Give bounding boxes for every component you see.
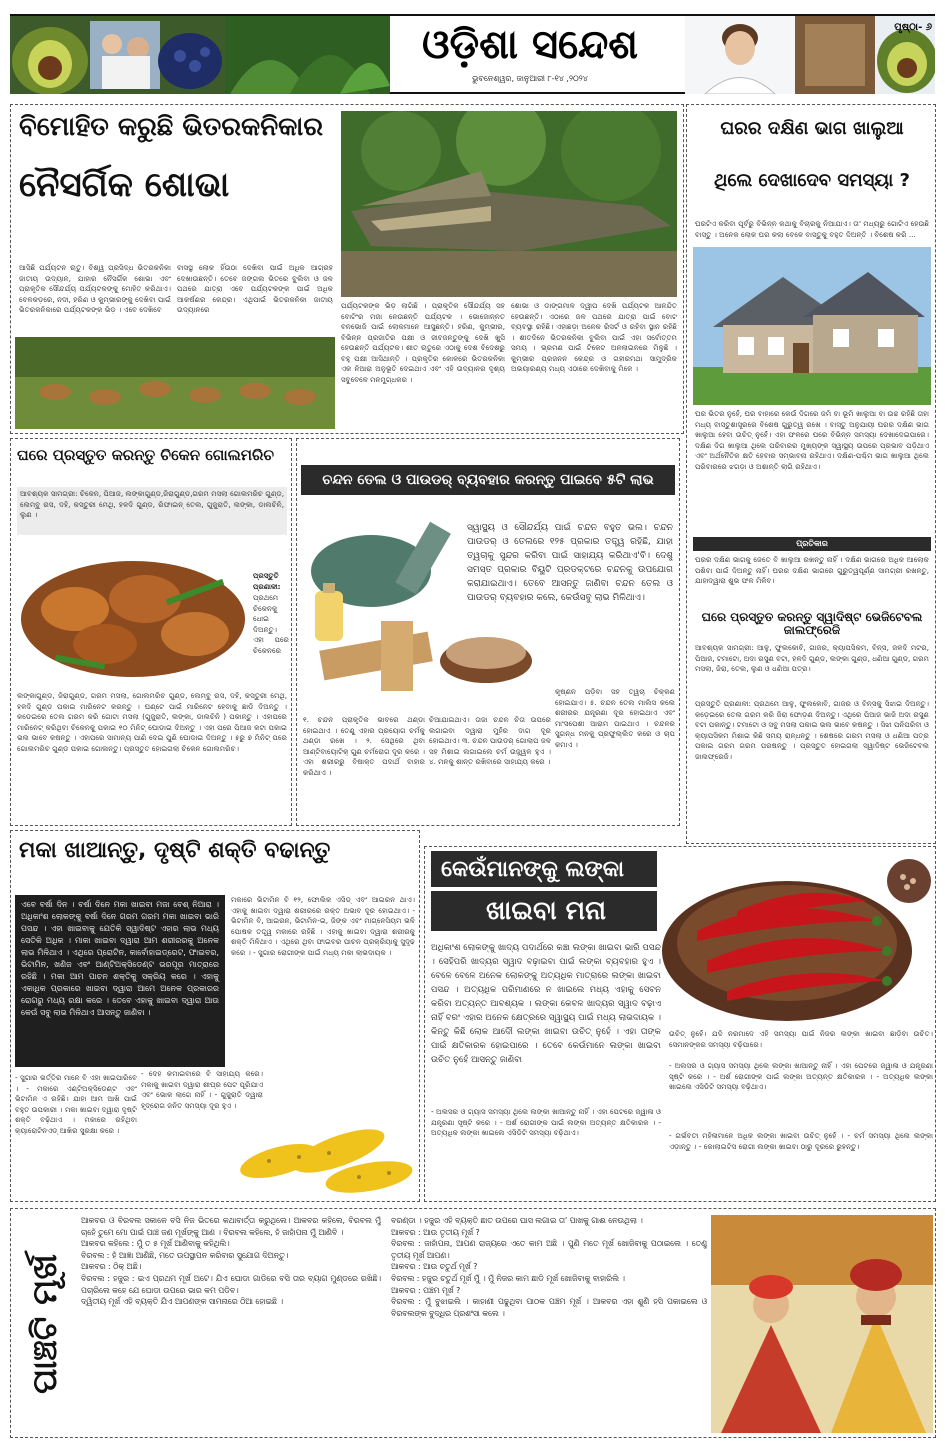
- lanka-headline-2: ଖାଇବା ମନା: [431, 891, 661, 931]
- jalfrezi-ingredients: ଆବଶ୍ୟକ ସାମଗ୍ରୀ: ଆଳୁ, ଫୁଲକୋବି, ଗାଜର, କ୍ୟାପସିକମ, ବିନ୍ସ, ଜଳଦି ମଟର, ପିଆଜ, ଟମାଟୋ, ଅଦା ରସୁଣ ବଟା, ହଳଦି ଗୁଣ୍ଡ, ଲଙ୍କା ଗୁଣ୍ଡ, ଧଣିଆ ଗୁଣ୍ଡ, ଗରମ ମସଲା, ଜିରା, ତେଲ, ଲୁଣ ଓ ଧଣିଆ ପତ୍ର।: [695, 643, 929, 673]
- dakhina-headline-2: ଥିଲେ ଦେଖାଦେବ ସମସ୍ୟା ?: [714, 170, 910, 191]
- chicken-ingredients: ଆବଶ୍ୟକ ସାମଗ୍ରୀ: ଚିକେନ, ପିଆଜ, ଲଙ୍କାଗୁଣ୍ଡ,ଜିରାଗୁଣ୍ଡ,ଗରମ ମସଲା ଗୋଲମରିଚ ଗୁଣ୍ଡ, ଲେମ୍ବୁ ରସ, ଦହି, କସ୍ତୁରୀ ମେଥି, ହଳଦି ଗୁଣ୍ଡ, ରିଫାଇନ୍ ତେଲ, ଗୁଜୁରାତି, ଲଙ୍କା, ଡାଲଚିନି, ଲୁଣ ।: [17, 487, 287, 535]
- chandan-col3: କୃଷ୍ଣନ ପଡ଼ିବା ସହ ତ୍ୱଚା ଚିକ୍କଣ ହୋଇଯାଏ। ୫. ଚନ୍ଦନ ତେଲ ମାଲିସ କଲେ ଶରୀରର ଯନ୍ତ୍ରଣା ଦୂର ହୋଇଥାଏ ଏବଂ ମାଂସପେଶୀ ଆରାମ ପାଇଥାଏ । ଚନ୍ଦନର ସୁଗନ୍ଧ ମନକୁ ପ୍ରଫୁଲ୍ଲିତ କରେ ଓ ଚାପ କମାଏ ।: [555, 687, 675, 749]
- bhitarakanika-col3: ପର୍ଯ୍ୟଟକଙ୍କ ଭିଡ଼ ଲାଗିଛି । ପ୍ରାକୃତିକ ସୌନ୍ଦର୍ଯ୍ୟ ସହ ବୋଟିଂର ମଜା ନେଉଛନ୍ତି ପର୍ଯ୍ୟଟକ । ଭୋଜୋନ୍ନତ ବନଭୋଜି ପାଇଁ ଲୋକମାନେ ଆସୁଛନ୍ତି। ହରିଣ, କୁମ୍ଭୀର, ବିଭିନ୍ନ ପ୍ରଜାତିର ପକ୍ଷୀ ଓ ଜୀବଜନ୍ତୁଙ୍କୁ ଦେଖି ଖୁସି ହେଉଛନ୍ତି ପର୍ଯ୍ୟଟକ। ଶୀତ ଋତୁରେ ଏଠାକୁ ଦେଶ ବିଦେଶରୁ ବହୁ ପକ୍ଷୀ ଆସିଥାନ୍ତି । ପ୍ରକୃତିର କୋଳରେ ଭିତରକନିକା ଏକ ନିଆରା ଅନୁଭୂତି ଦେଇଥାଏ ଏବଂ ଏହି ଉଦ୍ୟାନର ଦୃଶ୍ୟ ସବୁବେଳେ ମନମୁଗ୍ଧକର ।: [341, 301, 505, 384]
- maka-article: [10, 830, 420, 1202]
- masthead-dateline: ଭୁବନେଶ୍ୱର, ଜାନୁଆରୀ ୮-୧୪ ,୨୦୨୪: [472, 74, 588, 83]
- maka-lead: ଏବେ ବର୍ଷା ଦିନ । ବର୍ଷା ଦିନେ ମକା ଖାଇବା ମଜା ବେଶ୍ ନିଆରା । ଅଧିକାଂଶ ଲୋକଙ୍କୁ ବର୍ଷା ଦିନେ ଗରମ ଗରମ ମକା ଖାଇବା ଭାରି ପସନ୍ଦ । ଏହା ଖାଇବାକୁ ଯେତିକି ସ୍ୱାଦିଷ୍ଟ ଏହାର ଲାଭ ମଧ୍ୟ ସେତିକି ଅଧିକ । ମାକା ଖାଇବା ଦ୍ୱାରା ଆମ ଶରୀରରକୁ ଅନେକ ଲାଭ ମିଳିଥାଏ । ଏଥିରେ ପ୍ରୋଟିନ, କାର୍ବୋହାଇଡ୍ରେଟ, ଫାଇବର, ଭିଟାମିନ, ଖଣିଜ ଏବଂ ଆଣ୍ଟିଅକ୍ସିଡେଣ୍ଟ ଭରପୂର ମାତ୍ରାରେ ରହିଛି । ମକା ଆମ ପାଚନ ଶକ୍ତିକୁ ସକ୍ରିୟ କରେ । ଏହାକୁ ଏକାଧିକ ପ୍ରକାରେ ଖାଇବା ଦ୍ୱାରା ଆମେ ଅନେକ ପ୍ରକାରର ରୋଗରୁ ମଧ୍ୟ ରକ୍ଷା କରେ । ତେବେ ଏହାକୁ ଖାଇବା ଦ୍ୱାରା ଆଉ କେଉଁ ସବୁ ଲାଭ ମିଳିଥାଏ ଆସନ୍ତୁ ଜାଣିବା ।: [15, 895, 225, 1067]
- bhitarakanika-col1: ଆସିଛି ପର୍ଯ୍ୟଟନ ଋତୁ। ବିଶ୍ୱ ପ୍ରସିଦ୍ଧ ଭିତରକନିକା ଜାତୀୟ ଉଦ୍ୟାନ, ଯାହାର ନୈସର୍ଗିକ ଶୋଭା ଏବଂ ପ୍ରାକୃତିକ ସୌନ୍ଦର୍ଯ୍ୟ ପର୍ଯ୍ୟଟକଙ୍କୁ ମୋହିତ କରିଥାଏ। ବେଳକଡ଼ରେ, ନଦୀ, ହରିଣ ଓ କୁମ୍ଭୀରଙ୍କୁ ଦେଖିବା ପାଇଁ ଭିତରକନିକାରେ ପର୍ଯ୍ୟଟକଙ୍କ ଭିଡ଼ । ଏବେ ଦେଖିବେ: [19, 263, 171, 314]
- maka-col2: ମକାରେ ଭିଟାମିନ ବି ୧୨, ଫୋଲିକ ଏସିଡ୍ ଏବଂ ଆଇରନ ଥାଏ। ଏହାକୁ ଖାଇବା ଦ୍ୱାରା ଶରୀରରେ ରକ୍ତ ଅଭାବ ଦୂର ହୋଇଥାଏ। - ଭିଟାମିନ ବି, ଆଇରନ, ଭିଟାମିନ-ଇ, ଜିଙ୍କ ଏବଂ ମାଗ୍ନେସିୟମ ଭଳି ପୋଷକ ତତ୍ତ୍ୱ ମକାରେ ରହିଛି । ଏହାକୁ ଖାଇବା ଦ୍ୱାରା ଶରୀରକୁ ଶକ୍ତି ମିଳିଥାଏ । ଏଥିରେ ଥିବା ଫାଇବର ପାଚନ ପ୍ରକ୍ରିୟାକୁ ସୁଦୃଢ କରେ । - ସୁଗାର ରୋଗୀଙ୍କ ପାଇଁ ମଧ୍ୟ ମକା ଲାଭଦାୟକ ।: [231, 895, 415, 957]
- story-article: [10, 1208, 936, 1438]
- lanka-side: ଉଚିତ୍ ନୁହେଁ। ଯଦି ନରମାଦେ ଏହି ସମସ୍ୟା ପାଇଁ ନିଜର ଲଙ୍କା ଖାଇବା ଛାଡ଼ିବା ଉଚିତ। ସେମାନଙ୍କର ସମସ୍ୟା ବଢ଼ିପାରେ।: [669, 1029, 933, 1049]
- bhitarakanika-headline-2: ନୈସର୍ଗିକ ଶୋଭା: [19, 165, 230, 205]
- dakhina-body: ଘର ଭିତର ନୁହେଁ, ଘର ବାହାରେ କେଉଁ ଦିଗରେ ଜମି ବା ଭୂମି ଖାଲୁଆ ବା ଉଚ୍ଚ ରହିଛି ତାହା ମଧ୍ୟ ବାସ୍ତୁଶାସ୍ତ୍ରରେ ବିଶେଷ ଗୁରୁତ୍ୱ ରଖେ । ବାସ୍ତୁ ଅନୁଯାୟୀ ଘରର ଦକ୍ଷିଣ ଭାଗ ଖାଲୁଆ ହେବା ଉଚିତ୍ ନୁହେଁ। ଏହା ଫଳରେ ଘରେ ବିଭିନ୍ନ ସମସ୍ୟା ଦେଖାଦେଇପାରେ। ଦକ୍ଷିଣ ଦିଗ ଖାଲୁଆ ଥିଲେ ପରିବାରର ମୁଖ୍ୟଙ୍କ ସ୍ୱାସ୍ଥ୍ୟ ଉପରେ ପ୍ରଭାବ ପଡ଼ିଥାଏ ଏବଂ ଅର୍ଥନୈତିକ କ୍ଷତି ହେବାର ସମ୍ଭାବନା ରହିଥାଏ। ଦକ୍ଷିଣ-ପଶ୍ଚିମ ଭାଗ ଖାଲୁଆ ଥିଲେ ପରିବାରରେ ଝଗଡ଼ା ଓ ଅଶାନ୍ତି ଲାଗି ରହିଥାଏ।: [695, 409, 929, 471]
- jalfrezi-headline: ଘରେ ପ୍ରସ୍ତୁତ କରନ୍ତୁ ସ୍ୱାଦିଷ୍ଟ ଭେଜିଟେବଲ ଜାଲଫ୍ରେଜି: [701, 610, 923, 638]
- crocodile-photo: [341, 111, 677, 297]
- chicken-headline: ଘରେ ପ୍ରସ୍ତୁତ କରନ୍ତୁ ଚିକେନ ଗୋଲମରିଚ: [17, 446, 275, 464]
- chicken-method-side: ପ୍ରଥମେ ଚିକେନକୁ ଧୋଇ ଦିଅନ୍ତୁ। ଏହା ପରେ ଚିକେନରେ: [253, 593, 289, 655]
- chandan-col2: ଚିଆଯାଇଥାଏ। ତାଜା ଚନ୍ଦନ ଚିତା ଉପରେ ଲଗାଇବା ଦ୍ୱାରା ମୁହଁର ଦାଗ ଦୂର ହୋଇଥାଏ। ୩. ଚନ୍ଦନ ପାଉଡର୍ ଗୋଲାପ ଜଳ ସହ ମିଶାଇ ଲଗାଇଲେ ଚର୍ମ ଉଜ୍ଜ୍ୱଳ ହୁଏ । ୪. ମନକୁ ଶାନ୍ତ ରଖିବାରେ ସାହାଯ୍ୟ କରେ ।: [429, 715, 551, 766]
- lanka-bottom1: - ଅଲସର ଓ ଗ୍ୟାସ ସମସ୍ୟା ଥିଲେ ଲଙ୍କା ଖାଆନ୍ତୁ ନାହିଁ । ଏହା ପେଟରେ ଜ୍ୱାଳା ଓ ଯନ୍ତ୍ରଣା ସୃଷ୍ଟି କରେ । - ଅର୍ଶ ରୋଗୀଙ୍କ ପାଇଁ ଲଙ୍କା ଅତ୍ୟନ୍ତ କ୍ଷତିକାରକ । - ଅତ୍ୟଧିକ ଲଙ୍କା ଖାଇଲେ ଏସିଡିଟି ସମସ୍ୟା ବଢ଼ିଥାଏ।: [669, 1061, 933, 1091]
- lanka-bottom2: - ଗର୍ଭବତୀ ମହିଳାମାନେ ଅଧିକ ଲଙ୍କା ଖାଇବା ଉଚିତ୍ ନୁହେଁ । - ଚର୍ମ ସମସ୍ୟା ଥିଲେ ଲଙ୍କା ଏଡ଼ାନ୍ତୁ । - କୋଲାଇଟିସ ରୋଗୀ ଲଙ୍କା ଖାଇବା ଠାରୁ ଦୂରରେ ରୁହନ୍ତୁ।: [669, 1131, 933, 1151]
- masthead: [10, 14, 935, 94]
- chicken-method: ଲଙ୍କାଗୁଣ୍ଡ, ଜିରାଗୁଣ୍ଡ, ଗରମ ମସଲା, ଗୋଲମରିଚ ଗୁଣ୍ଡ, ଲେମ୍ବୁ ରସ, ଦହି, କସ୍ତୁରୀ ମେଥି, ହଳଦି ଗୁଣ୍ଡ ପକାଇ ମାରିନେଟ କରନ୍ତୁ । ଘଣ୍ଟେ ପାଇଁ ମାରିନେଟ ହେବାକୁ ଛାଡି ଦିଅନ୍ତୁ । କଡେଇରେ ତେଲ ଗରମ କରି ଗୋଟା ମସଲା (ଗୁଜୁରାତି, ଲଙ୍କା, ଡାଲଚିନି ) ପକାନ୍ତୁ । ଏହାପରେ ମାରିନେଟ୍ କରିଥିବା ଚିକେନକୁ ପକାଇ ୧୦ ମିନିଟ୍ ଘୋଡାଇ ଦିଅନ୍ତୁ । ଏହା ପରେ ପିଆଜ କଟା ପକାଇ ଭଲ ଭାବେ କଷନ୍ତୁ । ଏହାପରେ ସାମାନ୍ୟ ପାଣି ଦେଇ ପୁଣି ଘୋଡାଇ ଦିଅନ୍ତୁ । ୫ରୁ ୭ ମିନିଟ୍ ପରେ ଗୋଲମରିଚ ଗୁଣ୍ଡ ପକାଇ ଗୋଳାନ୍ତୁ। ପ୍ରସ୍ତୁତ ହୋଇଗଲା ଚିକେନ ଗୋଲମରିଚ।: [17, 691, 287, 753]
- masthead-left-collage: [10, 16, 390, 94]
- maka-col1b: - ସୁଗାର ଭର୍ତ୍ତିର ମାନେ ବି ଏହା ଖାଇପାରିବେ । - ମକାରେ ଏଣ୍ଟିଅକ୍ସିଡେଣ୍ଟ ଏବଂ ଭିଟାମିନ ଏ ରହିଛି। ଯାହା ଆମ ଆଖି ପାଇଁ ବହୁତ ଉପକାରୀ । ମକା ଖାଇବା ଦ୍ୱାରା ଦୃଷ୍ଟି ଶକ୍ତି ବଢ଼ିଥାଏ । ମକାରେ ରହିଥିବା କ୍ୟାରୋଟିନଏଡ୍ ଆଖିର ସୁରକ୍ଷା କରେ ।: [15, 1073, 137, 1135]
- chicken-photo: [15, 539, 251, 687]
- chandan-article: [296, 438, 680, 826]
- remedy-label: ପ୍ରତିକାର: [693, 537, 931, 551]
- dakhina-remedy: ଘରର ଦକ୍ଷିଣ ଭାଗକୁ ଜେତେ ବି ଖାଲୁଆ ରଖନ୍ତୁ ନାହିଁ । ଦକ୍ଷିଣ ଭାଗରେ ଅଧିକ ଆଲୋକ ପଶିବା ପାଇଁ ଦିଅନ୍ତୁ ନାହିଁ। ଘରର ଦକ୍ଷିଣ ଭାଗରେ ଗୁରୁତ୍ୱପୂର୍ଣ୍ଣ ସାମଗ୍ରୀ ରଖନ୍ତୁ, ଯାହାଦ୍ୱାରା ଶୁଭ ଫଳ ମିଳିବ।: [695, 555, 929, 585]
- masthead-title: ଓଡ଼ିଶା ସନ୍ଦେଶ: [421, 21, 639, 68]
- bhitarakanika-col2: ବାସସ୍ଥ ଲୋକ ହିଁଉଠା ଦେଖିବା ପାଇଁ ଅଧିକ ଆଗ୍ରହ ଦେଖାଉଛନ୍ତି। ତେବେ ଜଙ୍ଗଲ ଭିତରେ ବୁଲିବା ଓ ଜଳ ପଥରେ ଯାତ୍ରା ଏବେ ପର୍ଯ୍ୟଟକଙ୍କ ପାଇଁ ଅଧିକ ଆକର୍ଷଣର କେନ୍ଦ୍ର। ଏଥିପାଇଁ ଭିତରକନିକା ଜାତୀୟ ଉଦ୍ୟାନରେ: [177, 263, 333, 314]
- bhitarakanika-headline-1: ବିମୋହିତ କରୁଛି ଭିତରକନିକାର: [19, 112, 324, 142]
- jalfrezi-method: ପ୍ରସ୍ତୁତି ପ୍ରଣାଳୀ: ପ୍ରଥମେ ଆଳୁ, ଫୁଲକୋବି, ଗାଜର ଓ ବିନ୍ସକୁ ସିଝାଇ ଦିଅନ୍ତୁ। କଡ଼େଇରେ ତେଲ ଗରମ କରି ଜିରା ଫୋଡ଼ଣ ଦିଅନ୍ତୁ। ଏଥିରେ ପିଆଜ ଭାଜି ଅଦା ରସୁଣ ବଟା ପକାନ୍ତୁ। ଟମାଟୋ ଓ ସବୁ ମସଲା ପକାଇ ଭଲ ଭାବେ କଷନ୍ତୁ । ସିଝା ପନିପରିବା ଓ କ୍ୟାପସିକମ ମିଶାଇ କିଛି ସମୟ ରାନ୍ଧନ୍ତୁ । ଶେଷରେ ଗରମ ମସଲା ଓ ଧଣିଆ ପତ୍ର ପକାଇ ଗରମ ଗରମ ପରଷନ୍ତୁ । ପ୍ରସ୍ତୁତ ହୋଇଗଲା ସ୍ୱାଦିଷ୍ଟ ଭେଜିଟେବଲ ଜାଲଫ୍ରେଜି।: [695, 699, 929, 761]
- chicken-method-label: ପ୍ରସ୍ତୁତି ପ୍ରଣାଳୀ:: [253, 571, 281, 591]
- bhitarakanika-article: [10, 104, 684, 434]
- corn-photo: [239, 1111, 415, 1199]
- chicken-article: [10, 438, 292, 826]
- lanka-lead: ଅଧିକାଂଶ ଲୋକଙ୍କୁ ଖାଦ୍ୟ ପଦାର୍ଥରେ କଞ୍ଚା ଲଙ୍କା ଖାଇବା ଭାରି ପସନ୍ଦ । ସେହିପରି ଖାଦ୍ୟର ସ୍ୱାଦ ବଢ଼ାଇବା ପାଇଁ ଲଙ୍କା ବ୍ୟବହାର ହୁଏ । ବେଳେ ବେଳେ ଅନେକ ଲୋକଙ୍କୁ ଅତ୍ୟଧିକ ମାତ୍ରାରେ ଲଙ୍କା ଖାଇବା ପସନ୍ଦ । ଅତ୍ୟଧିକ ପରିମାଣରେ ନ ଖାଇଲେ ମଧ୍ୟ ଏହାକୁ ସେବନ କରିବା ଅତ୍ୟନ୍ତ ଆବଶ୍ୟକ । ଲଙ୍କା କେବଳ ଖାଦ୍ୟର ସ୍ୱାଦ ବଢ଼ାଏ ନାହିଁ ବରଂ ଏହାର ଅନେକ କ୍ଷେତ୍ରରେ ସ୍ୱାସ୍ଥ୍ୟ ପାଇଁ ମଧ୍ୟ ଲାଭଦାୟକ । କିନ୍ତୁ କିଛି ଲୋକ ଆଦୌ ଲଙ୍କା ଖାଇବା ଉଚିତ୍ ନୁହେଁ । ଏହା ତାଙ୍କ ପାଇଁ କ୍ଷତିକାରକ ହୋଇପାରେ । ତେବେ କେଉଁମାନେ ଲଙ୍କା ଖାଇବା ଉଚିତ ନୁହେଁ ଆସନ୍ତୁ ଜାଣିବା: [431, 943, 661, 1065]
- lanka-article: [424, 846, 936, 1202]
- page-number: ପୃଷ୍ଠା- ୬: [894, 22, 932, 33]
- chandan-intro: ସ୍ୱାସ୍ଥ୍ୟ ଓ ସୌନ୍ଦର୍ଯ୍ୟ ପାଇଁ ଚନ୍ଦନ ବହୁତ ଭଲ। ଚନ୍ଦନ ପାଉଡର୍ ଓ ତେଲରେ ୧୨୫ ପ୍ରକାର ତତ୍ତ୍ୱ ରହିଛି, ଯାହା ତ୍ୱଚାକୁ ସୁନ୍ଦର କରିବା ପାଇଁ ସାହାଯ୍ୟ କରିଥାଏ'ବି। ଦେଶୁ ସମସ୍ତ ପ୍ରକାର ବିୟୁଟି ପ୍ରଡକ୍ଟରେ ଚନ୍ଦନକୁ ଉପଯୋଗ କରାଯାଇଥାଏ। ତେବେ ଆସନ୍ତୁ ଜାଣିବା ଚନ୍ଦନ ତେଲ ଓ ପାଉଡର୍ ବ୍ୟବହାର କଲେ, କେଉଁସବୁ ଲାଭ ମିଳିଥାଏ।: [467, 523, 673, 603]
- story-col1: ଆକବର ଓ ବିରବଲ ସକାଳେ ବସି ନିଜ ଭିତରେ କଥାବାର୍ତ୍ତା କରୁଥିଲେ। ଆକବର କହିଲେ, ବିରବଲ ମୁଁ ଚାହେଁ ତୁମେ ମୋ ପାଇଁ ପାଞ୍ଚ ଜଣ ମୂର୍ଖଙ୍କୁ ଆଣ । ବିରବଲ କହିଲେ, ହଁ ଜାହାଁପନା ମୁଁ ଆଣିବି । ଆକବର କହିଲେ : ମୁଁ ତ ୫ ମୂର୍ଖ ଆଣିବାକୁ କହିଥିଲି। ବିରବଲ : ହଁ ଆଜ୍ଞା ଆଣିଛି, ମତେ ଉପସ୍ଥାପନ କରିବାର ସୁଯୋଗ ଦିଅନ୍ତୁ। ଆକବର : ଠିକ୍ ଅଛି। ବିରବଲ : ହଜୁର : ଇଏ ପ୍ରଥମ ମୂର୍ଖ ଅଟେ। ଯିଏ ଘୋଡା ଗାଡିରେ ବସି ତାର ବ୍ୟାଗ ମୁଣ୍ଡରେ ରଖିଛି। ପଚାରିଲେ କହେ ଯେ ଘୋଡା ଉପରେ ଭାର କମ ପଡିବ। ଦ୍ୱିତୀୟ ମୂର୍ଖ ଏହି ବ୍ୟକ୍ତି ଯିଏ ଆପଣଙ୍କ ସାମନାରେ ଠିଆ ହୋଇଛି ।: [81, 1216, 381, 1307]
- story-vertical-title: ପାଞ୍ଚଟି ମୂର୍ଖ: [25, 1254, 65, 1394]
- maka-headline: ମକା ଖାଆନ୍ତୁ, ଦୃଷ୍ଟି ଶକ୍ତି ବଢାନ୍ତୁ: [19, 838, 331, 863]
- lanka-bottom-left: - ଅଲସର ଓ ଗ୍ୟାସ ସମସ୍ୟା ଥିଲେ ଲଙ୍କା ଖାଆନ୍ତୁ ନାହିଁ । ଏହା ପେଟରେ ଜ୍ୱାଳା ଓ ଯନ୍ତ୍ରଣା ସୃଷ୍ଟି କରେ । - ଅର୍ଶ ରୋଗୀଙ୍କ ପାଇଁ ଲଙ୍କା ଅତ୍ୟନ୍ତ କ୍ଷତିକାରକ । - ଅତ୍ୟଧିକ ଲଙ୍କା ଖାଇଲେ ଏସିଡିଟି ସମସ୍ୟା ବଢ଼ିଥାଏ।: [431, 1107, 661, 1137]
- story-col2: ବରଣ୍ଡା । ହଜୁର ଏହି ବ୍ୟକ୍ତି ଛାତ ଉପରେ ଘାସ ଲଗାଇ ତା' ପାଖକୁ ଗାଈ ନେଉଥିଲା । ଆକବର : ଆଉ ତୃତୀୟ ମୂର୍ଖ ? ବିରବଲ : ଜାହାଁପନା, ଆପଣ ରାଜ୍ୟରେ ଏତେ କାମ ଅଛି । ପୁଣି ମତେ ମୂର୍ଖ ଖୋଜିବାକୁ ପଠାଇଲେ । ତେଣୁ ତୃତୀୟ ମୂର୍ଖ ଆପଣ। ଆକବର : ଆଉ ଚତୁର୍ଥ ମୂର୍ଖ ? ବିରବଲ : ହଜୁର ଚତୁର୍ଥ ମୂର୍ଖ ମୁଁ । ମୁଁ ନିଜର କାମ ଛାଡି ମୂର୍ଖ ଖୋଜିବାକୁ ବାହାରିଲି । ଆକବର : ପଞ୍ଚମ ମୂର୍ଖ ? ବିରବଲ : ମୁଁ ବୁଝାଇଲି । କାହାଣୀ ପଢୁଥିବା ପାଠକ ପଞ୍ଚମ ମୂର୍ଖ । ଆକବର ଏହା ଶୁଣି ହସି ପକାଇଲେ ଓ ବିରବଲଙ୍କ ବୁଦ୍ଧିର ପ୍ରଶଂସା କଲେ ।: [391, 1216, 707, 1318]
- house-photo: [693, 247, 931, 405]
- chandan-headline: ଚନ୍ଦନ ତେଲ ଓ ପାଉଡର୍ ବ୍ୟବହାର କରନ୍ତୁ ପାଇବେ ୫ଟି ଲାଭ: [301, 465, 675, 495]
- dakhina-intro: ଘରଟିଏ କରିବା ପୂର୍ବରୁ ବିଭିନ୍ନ କଥାକୁ ବିଚାରକୁ ନିଆଯାଏ। ତା' ମଧ୍ୟରୁ ଗୋଟିଏ ହେଉଛି ବାସ୍ତୁ । ଅନେକ ଲୋକ ଘର କଲା ବେଳେ ବାସ୍ତୁକୁ ବହୁତ ଦିଅନ୍ତି । ବିଶେଷ କରି ...: [695, 219, 929, 239]
- dakhina-headline-1: ଘରର ଦକ୍ଷିଣ ଭାଗ ଖାଲୁଆ: [720, 118, 904, 139]
- maka-col2b: - ଦେହ କମାଇବାରେ ବି ସାହାଯ୍ୟ କରେ। ମକାକୁ ଖାଇବା ଦ୍ୱାରା ଶୀଘ୍ର ପେଟ ପୂରିଯାଏ ଏବଂ ଭୋକ ଲାଗେ ନାହିଁ । - ଗୁଜୁରାତି ଦ୍ୱାରା ହୃଦ୍‌ରୋଗ ଜନିତ ସମସ୍ୟା ଦୂର ହୁଏ ।: [141, 1069, 263, 1110]
- deer-photo: [15, 337, 335, 429]
- lanka-headline-1: କେଉଁମାନଙ୍କୁ ଲଙ୍କା: [431, 851, 661, 887]
- chandan-col1: ୧. ଚନ୍ଦନ ପ୍ରାକୃତିକ ଭାବରେ ଥଣ୍ଡା ହୋଇଥାଏ । ତେଣୁ ଏହାର ପ୍ରୟୋଗ ଚର୍ମକୁ ଥଣ୍ଡା ରଖେ । ୨. ସେଥିରେ ଥିବା ଆଣ୍ଟିବାୟୋଟିକ୍ ଗୁଣ ଚର୍ମରୋଗ ଦୂର କରେ । ଏହା ଶରୀରରୁ ବିଷାକ୍ତ ପଦାର୍ଥ ବାହାର କରିଥାଏ ।: [303, 715, 425, 777]
- dakhina-article: [686, 104, 936, 844]
- akbar-birbal-illustration: [711, 1215, 933, 1433]
- chilli-photo: [657, 851, 935, 1027]
- bhitarakanika-col4: ଶୋଭା ଓ ଡାଙ୍ଗମାଳ ଦ୍ୱୀପ ଦେଖି ପର୍ଯ୍ୟଟକ ଆନନ୍ଦିତ ହେଉଛନ୍ତି। ଏଠାରେ ଜଳ ପଥରେ ଯାତ୍ରା ପାଇଁ ବୋଟ ବ୍ୟବସ୍ଥା ରହିଛି। ଏହାଛଡ଼ା ଅନେକ ରିସର୍ଟ ଓ ରହିବା ସ୍ଥାନ ରହିଛି । ଶୀତଦିନେ ଭିତରକନିକା ବୁଲିବା ପାଇଁ ଏହା ସର୍ବୋତ୍ତମ ସମୟ । ଭ୍ରମଣ ପାଇଁ ଟିକେଟ ଅନଲାଇନରେ ମିଳୁଛି । କୁମ୍ଭୀର ପ୍ରଜନନ କେନ୍ଦ୍ର ଓ ଗହୀରମଥା ସାମୁଦ୍ରିକ ଅଭୟାରଣ୍ୟ ମଧ୍ୟ ଏଠାରେ ଦେଖିବାକୁ ମିଳେ ।: [511, 301, 677, 373]
